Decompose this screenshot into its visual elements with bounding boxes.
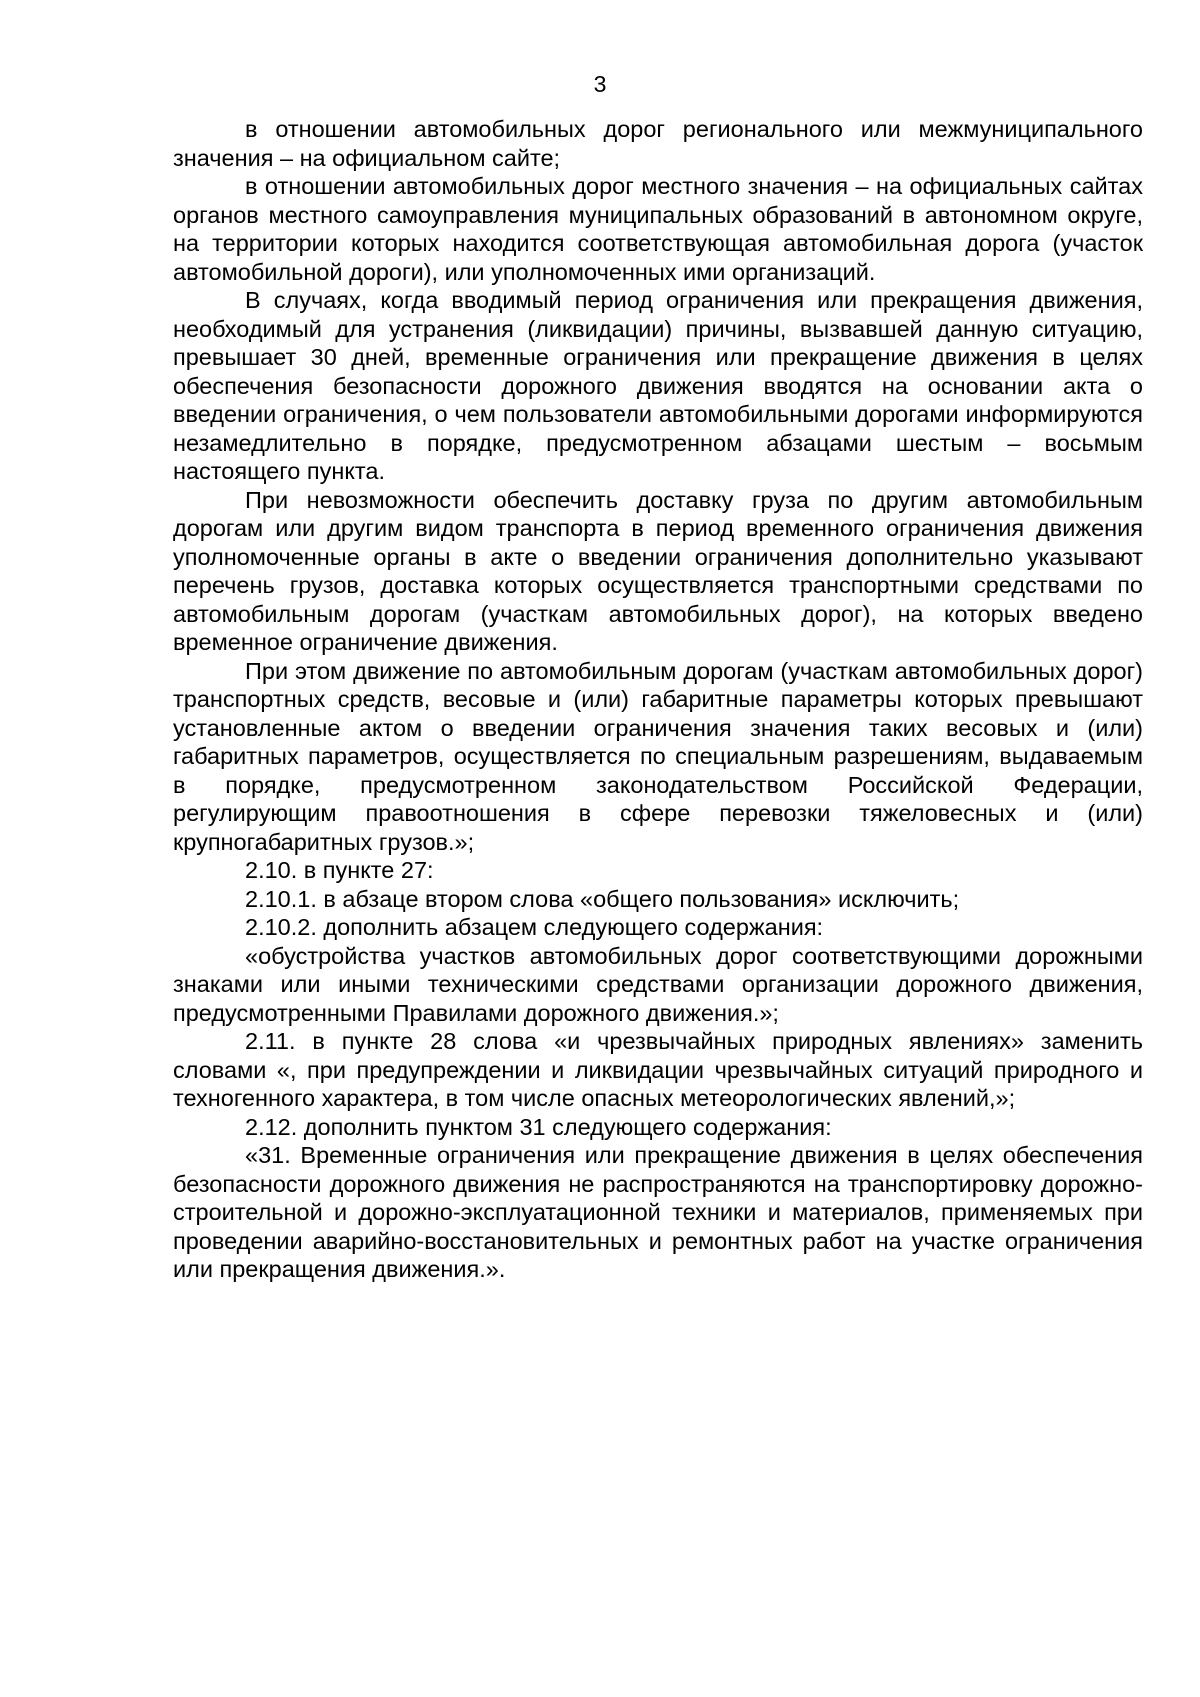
paragraph: 2.10. в пункте 27: [245, 857, 434, 883]
paragraph: 2.11. в пункте 28 слова «и чрезвычайных природных явлениях» заменить словами «, при предупреждении и ликвидации чрезвычайных ситуаций природного и техногенного характера, в том числе опасных метеорологических явлений,»; [173, 1028, 1143, 1111]
paragraph: «31. Временные ограничения или прекращение движения в целях обеспечения безопасности дорожного движения не распространяются на транспортировку дорожно-строительной и дорожно-эксплуатационной техники и материалов, применяемых при проведении аварийно-восстановительных и ремонтных работ на участке ограничения или прекращения движения.». [173, 1142, 1143, 1282]
paragraph: 2.10.1. в абзаце втором слова «общего пользования» исключить; [245, 885, 960, 912]
paragraph: В случаях, когда вводимый период ограничения или прекращения движения, необходимый для устранения (ликвидации) причины, вызвавшей данную ситуацию, превышает 30 дней, временные ограничения или прекращение движения в целях обеспечения безопасности дорожного движения вводятся на основании акта о введении ограничения, о чем пользователи автомобильными дорогами информируются незамедлительно в порядке, предусмотренном абзацами шестым – восьмым настоящего пункта. [173, 287, 1143, 484]
paragraph: в отношении автомобильных дорог местного значения – на официальных сайтах органов местного самоуправления муниципальных образований в автономном округе, на территории которых находится соответствующая автомобильная дорога (участок автомобильной дороги), или уполномоченных ими организаций. [173, 173, 1143, 285]
paragraph: «обустройства участков автомобильных дорог соответствующими дорожными знаками или иными техническими средствами организации дорожного движения, предусмотренными Правилами дорожного движения.»; [173, 942, 1143, 1026]
paragraph: 2.12. дополнить пунктом 31 следующего содержания: [245, 1113, 832, 1140]
page-number: 3 [593, 71, 607, 97]
paragraph: При этом движение по автомобильным дорогам (участкам автомобильных дорог) транспортных средств, весовые и (или) габаритные параметры которых превышают установленные актом о введении ограничения значения таких весовых и (или) габаритных параметров, осуществляется по специальным разрешениям, выдаваемым в порядке, предусмотренном законодательством Российской Федерации, регулирующим правоотношения в сфере перевозки тяжеловесных и (или) крупногабаритных грузов.»; [173, 657, 1143, 855]
paragraph: 2.10.2. дополнить абзацем следующего содержания: [245, 914, 824, 940]
paragraph: При невозможности обеспечить доставку груза по другим автомобильным дорогам или другим видом транспорта в период временного ограничения движения уполномоченные органы в акте о введении ограничения дополнительно указывают перечень грузов, доставка которых осуществляется транспортными средствами по автомобильным дорогам (участкам автомобильных дорог), на которых введено временное ограничение движения. [173, 486, 1143, 655]
paragraph: в отношении автомобильных дорог регионального или межмуниципального значения – на официальном сайте; [173, 116, 1143, 171]
document-body [173, 115, 1143, 1284]
